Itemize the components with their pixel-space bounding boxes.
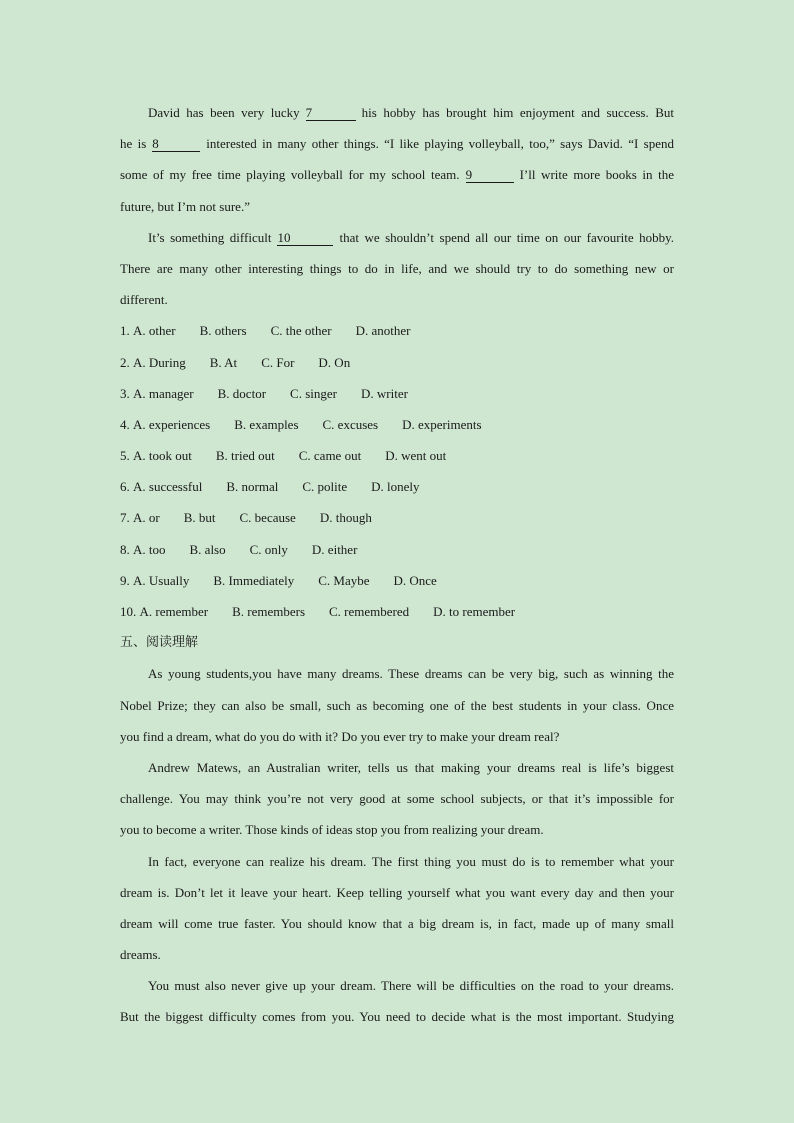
option: B. Immediately (213, 572, 295, 588)
option: A. took out (133, 448, 192, 464)
question-row (120, 534, 674, 565)
question-number: 8. (120, 541, 130, 557)
passage-text: I’ll write more books in the (519, 167, 674, 183)
option: D. Once (393, 572, 437, 588)
reading-line: dream is. Don’t let it leave your heart. Keep telling yourself what you want every day and then your (120, 884, 674, 900)
option: A. During (133, 354, 186, 370)
reading-line: Nobel Prize; they can also be small, such as becoming one of the best students in your class. Once (120, 697, 674, 713)
question-row (120, 409, 674, 440)
passage-text: David has been very lucky (148, 105, 300, 120)
option: B. others (199, 323, 247, 339)
passage-text: some of my free time playing volleyball for my school team. (120, 167, 460, 183)
passage-text: interested in many other things. “I like playing volleyball, too,” says David. “I spend (206, 136, 674, 152)
passage-text: It’s something difficult (148, 229, 272, 245)
option: D. to remember (433, 604, 516, 619)
passage-text: his hobby has brought him enjoyment and success. But (361, 105, 674, 120)
cloze-line (120, 191, 674, 222)
passage-text: different. (120, 292, 168, 308)
reading-line: dreams. (120, 947, 161, 963)
option: C. For (261, 354, 295, 370)
option: A. Usually (133, 572, 190, 588)
option: C. Maybe (318, 572, 370, 588)
option: D. another (355, 323, 411, 339)
question-row (120, 378, 674, 409)
option: D. went out (385, 448, 447, 464)
question-number: 3. (120, 385, 130, 401)
reading-line: challenge. You may think you’re not very good at some school subjects, or that it’s impossible for (120, 791, 674, 807)
option: C. only (249, 541, 288, 557)
reading-line: As young students,you have many dreams. These dreams can be very big, such as winning the (148, 666, 674, 682)
question-row (120, 502, 674, 533)
passage-text: that we shouldn’t spend all our time on our favourite hobby. (339, 229, 674, 245)
option: C. excuses (322, 416, 379, 432)
option: D. experiments (402, 416, 482, 432)
blank-9: 9 (466, 168, 514, 183)
option: B. doctor (217, 385, 267, 401)
passage-text: There are many other interesting things to do in life, and we should try to do something new or (120, 260, 674, 276)
question-row (120, 440, 674, 471)
option: B. also (189, 541, 226, 557)
option: B. normal (226, 479, 279, 495)
question-number: 7. (120, 510, 130, 526)
question-row (120, 596, 674, 627)
cloze-line (120, 159, 674, 190)
question-number: 6. (120, 479, 130, 495)
option: A. successful (133, 479, 203, 495)
question-row (120, 471, 674, 502)
option: D. either (311, 541, 358, 557)
option: B. but (183, 510, 216, 526)
option: A. other (133, 323, 176, 339)
question-number: 5. (120, 448, 130, 464)
reading-line: You must also never give up your dream. There will be difficulties on the road to your dreams. (148, 978, 674, 994)
reading-line: you find a dream, what do you do with it? Do you ever try to make your dream real? (120, 728, 560, 744)
question-number: 4. (120, 416, 130, 432)
option: D. lonely (371, 479, 420, 495)
cloze-line (120, 253, 674, 284)
option: C. polite (302, 479, 348, 495)
option: C. singer (290, 385, 337, 401)
option: D. On (318, 354, 351, 370)
question-row (120, 347, 674, 378)
option: A. manager (133, 385, 194, 401)
blank-7: 7 (306, 106, 356, 121)
question-number: 1. (120, 323, 130, 339)
option: D. writer (360, 385, 408, 401)
cloze-line (120, 222, 674, 253)
question-number: 9. (120, 572, 130, 588)
option: C. the other (270, 323, 332, 339)
section-title: 五、阅读理解 (120, 635, 199, 651)
reading-line: Andrew Matews, an Australian writer, tells us that making your dreams real is life’s biggest (148, 759, 674, 775)
option: B. examples (234, 416, 299, 432)
option: B. tried out (215, 448, 275, 464)
option: A. or (133, 510, 160, 526)
passage-text: future, but I’m not sure.” (120, 198, 250, 214)
option: B. remembers (232, 604, 306, 619)
cloze-line (120, 97, 674, 128)
question-list (120, 315, 674, 627)
reading-line: you to become a writer. Those kinds of ideas stop you from realizing your dream. (120, 822, 544, 838)
passage-text: he is (120, 136, 147, 152)
question-number: 2. (120, 354, 130, 370)
option: C. because (239, 510, 296, 526)
option: C. remembered (329, 604, 410, 619)
question-number: 10. (120, 604, 137, 619)
option: C. came out (298, 448, 362, 464)
blank-10: 10 (277, 231, 333, 246)
option: A. too (133, 541, 166, 557)
option: B. At (209, 354, 238, 370)
cloze-line (120, 284, 674, 315)
question-row (120, 565, 674, 596)
cloze-line (120, 128, 674, 159)
reading-line: But the biggest difficulty comes from you. You need to decide what is the most important. Studying (120, 1009, 674, 1025)
reading-line: dream will come true faster. You should know that a big dream is, in fact, made up of many small (120, 915, 674, 931)
reading-line: In fact, everyone can realize his dream. The first thing you must do is to remember what your (148, 853, 674, 869)
option: A. experiences (133, 416, 211, 432)
blank-8: 8 (152, 137, 200, 152)
question-row (120, 315, 674, 346)
option: A. remember (139, 604, 209, 619)
option: D. though (319, 510, 372, 526)
